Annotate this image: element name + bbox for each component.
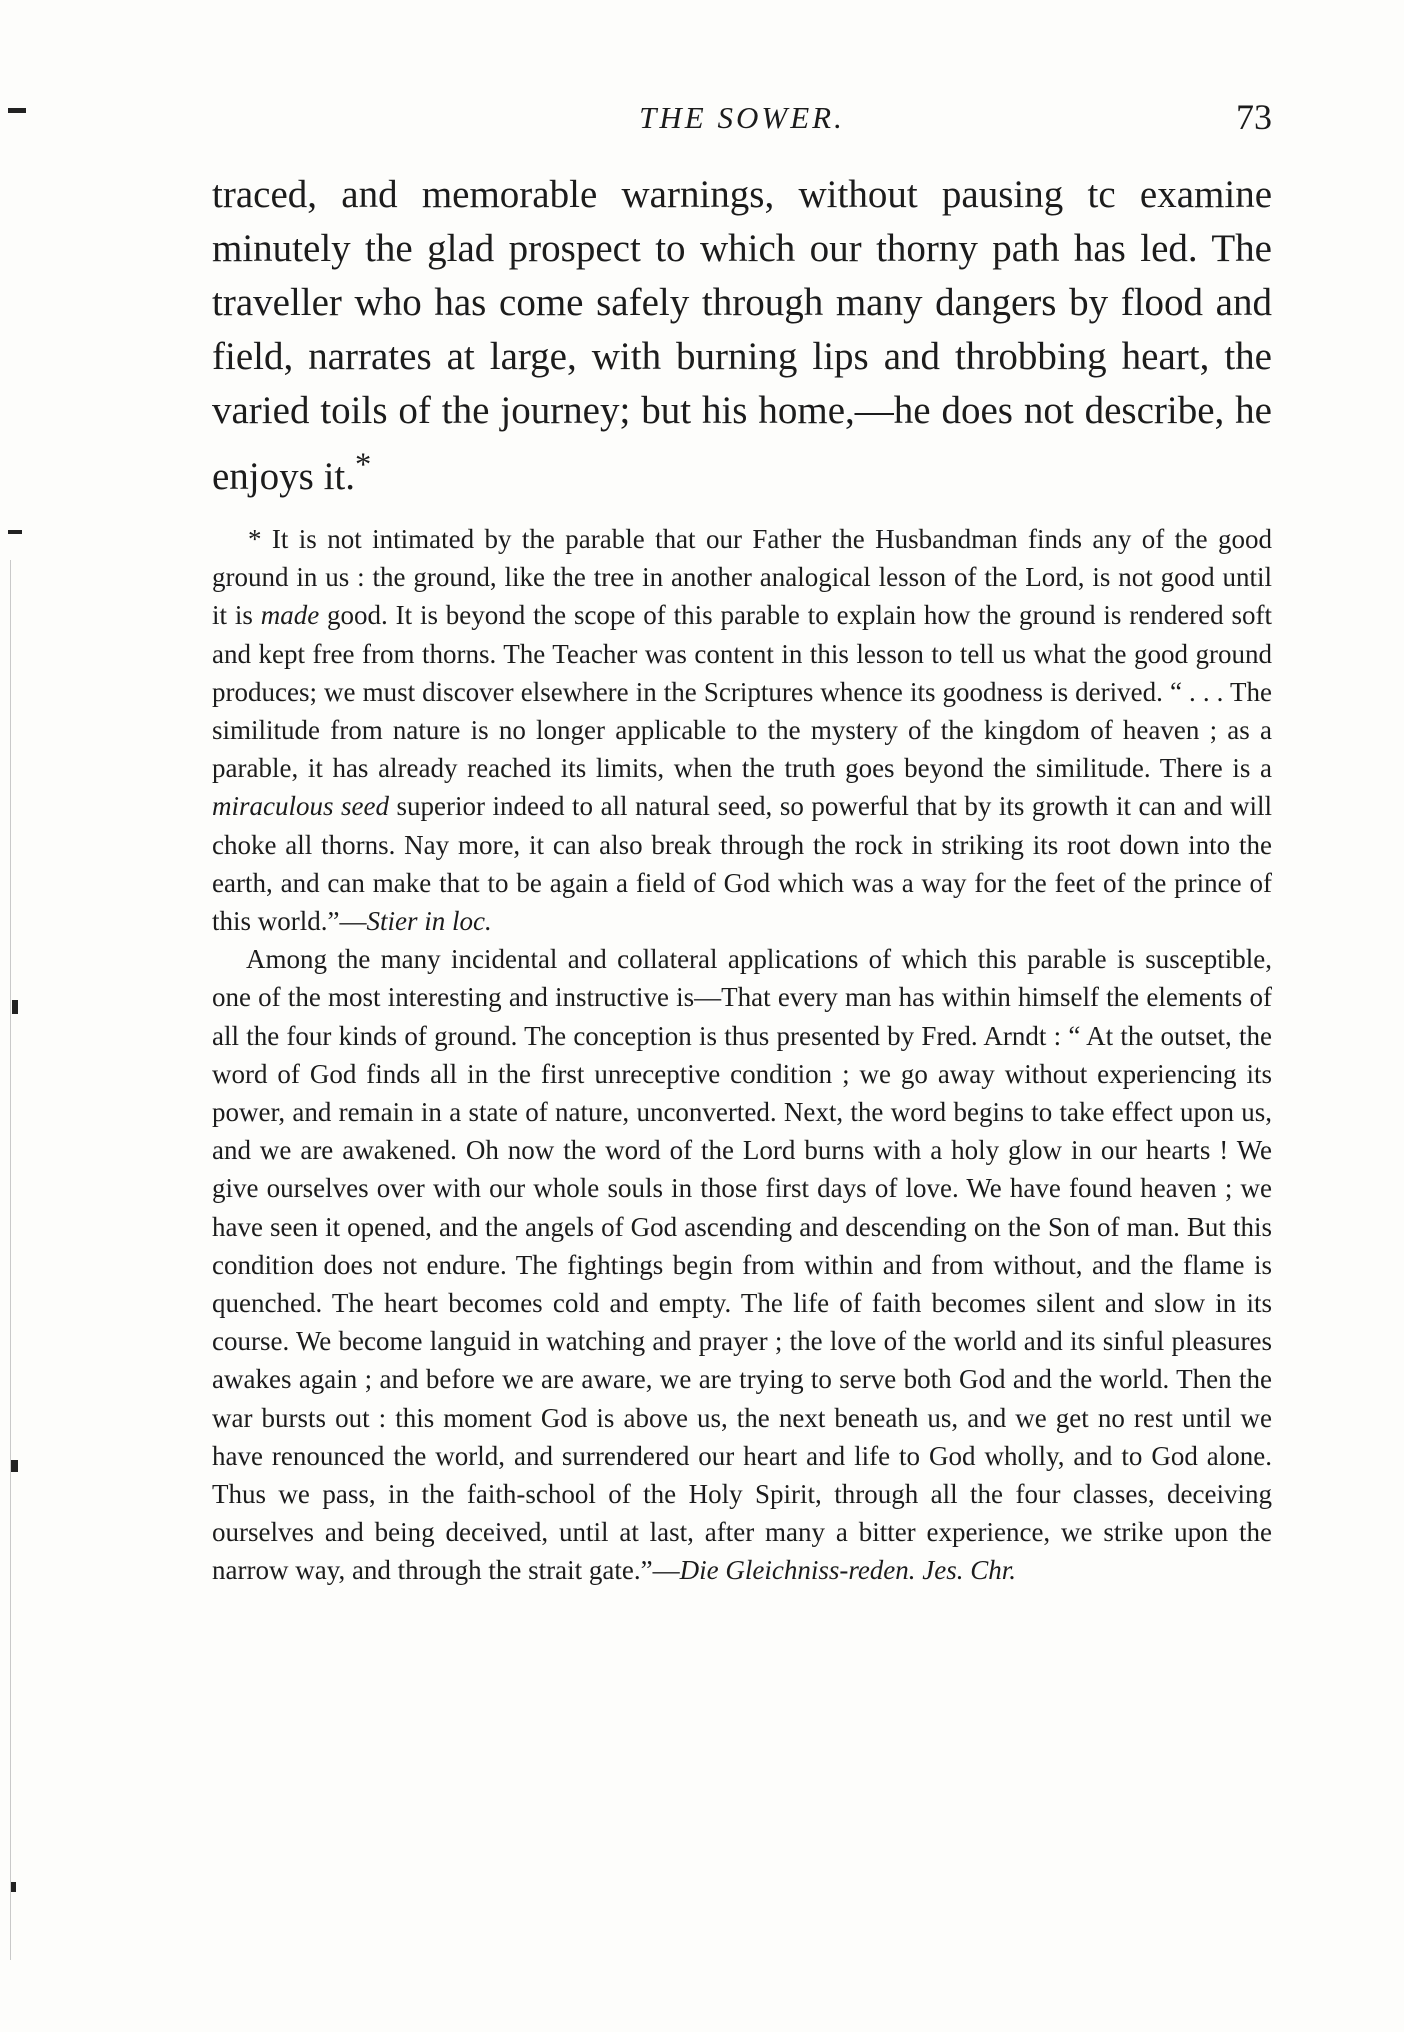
citation-arndt: Die Gleichniss-reden. Jes. Chr. [679,1555,1017,1586]
footnote-text: Among the many incidental and collateral applications of which this parable is susceptible, one of the most interesting and instructive is—That every man has within himself the elements of all the four kinds of ground. The conception is thus presented by Fred. Arndt : “ At the outset, the word of God finds all in the first unreceptive condition ; we go away without experiencing its power, and remain in a state of nature, unconverted. Next, the word begins to take effect upon us, and we are awakened. Oh now the word of the Lord burns with a holy glow in our hearts ! We give ourselves over with our whole souls in those first days of love. We have found heaven ; we have seen it opened, and the angels of God ascending and descending on the Son of man. But this condition does not endure. The fightings begin from within and from without, and the flame is quenched. The heart becomes cold and empty. The life of faith becomes silent and slow in its course. We become languid in watching and prayer ; the love of the world and its sinful pleasures awakes again ; and before we are aware, we are trying to serve both God and the world. Then the war bursts out : this moment God is above us, the next beneath us, and we get no rest until we have renounced the world, and surrendered our heart and life to God wholly, and to God alone. Thus we pass, in the faith-school of the Holy Spirit, through all the four classes, deceiving ourselves and being deceived, until at last, after many a bitter experience, we strike upon the narrow way, and through the strait gate.”— [212,944,1272,1586]
emphasis-made: made [260,600,320,631]
body-paragraph [212,168,1272,504]
running-title: THE SOWER. [639,100,845,135]
scan-edge-line [10,560,11,1960]
footnote-text: It is not intimated by the parable that our Father the Husbandman finds any of the good ground in us : the ground, like the tree in another analogical lesson of the Lord, is not good until it is [212,524,1272,631]
footnote [212,520,1272,1590]
footnote-reference: * [355,447,372,483]
scan-mark [12,1000,18,1014]
scan-mark [10,1460,18,1472]
emphasis-miraculous-seed: miraculous seed [212,791,390,822]
scan-mark [8,530,22,534]
footnote-marker: * [248,524,262,554]
footnote-text: superior indeed to all natural seed, so powerful that by its growth it can and will choke all thorns. Nay more, it can also break through the rock in striking its root down into the earth, and can make that to be again a field of God which was a way for the feet of the prince of this world.”— [212,791,1272,937]
page-number: 73 [1236,97,1272,137]
body-text: traced, and memorable warnings, without pausing tc examine minutely the glad prospect to which our thorny path has led. The traveller who has come safely through many dangers by flood and field, narrates at large, with burning lips and throbbing heart, the varied toils of the journey; but his home,—he does not describe, he enjoys it. [212,173,1272,498]
citation-stier: Stier in loc. [366,906,492,937]
footnote-paragraph-1 [212,520,1272,940]
running-head [212,96,1272,146]
footnote-text: good. It is beyond the scope of this parable to explain how the ground is rendered soft and kept free from thorns. The Teacher was content in this lesson to tell us what the good ground produces; we must discover elsewhere in the Scriptures whence its goodness is derived. “ . . . The similitude from nature is no longer applicable to the mystery of the kingdom of heaven ; as a parable, it has already reached its limits, when the truth goes beyond the similitude. There is a [212,600,1272,784]
scan-mark [8,108,26,113]
scan-margin-marks [0,0,200,2032]
footnote-paragraph-2 [212,940,1272,1589]
